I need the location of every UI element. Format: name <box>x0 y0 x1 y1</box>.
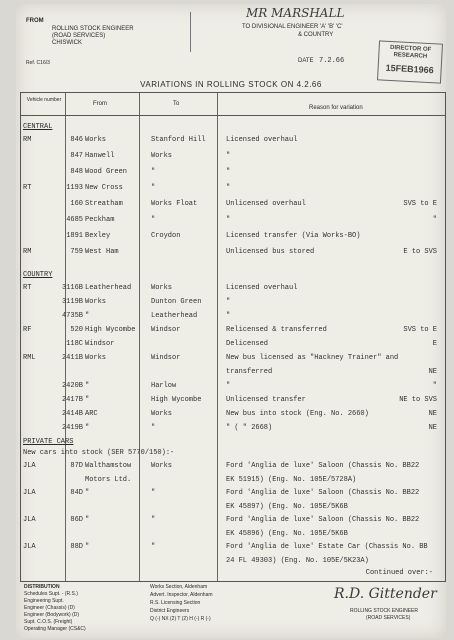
from-cell: Windsor <box>85 340 115 348</box>
reason-cell: 24 FL 49303) (Eng. No. 105E/5K23A) <box>226 556 369 565</box>
transfer-cell: NE to SVS <box>399 396 437 404</box>
from-cell: " <box>85 396 90 404</box>
vehicle-number: 848 <box>70 168 83 176</box>
from-cell: " <box>85 489 90 497</box>
vehicle-number: 2414B <box>61 410 83 418</box>
from-cell: Streatham <box>85 200 123 208</box>
table-row <box>21 461 445 473</box>
received-stamp <box>377 40 443 83</box>
to-cell: " <box>151 184 156 192</box>
reason-cell: Ford 'Anglia de luxe' Saloon (Chassis No. BB22 <box>226 489 420 497</box>
transfer-cell: NE <box>428 424 437 432</box>
to-cell: Works Float <box>151 200 198 208</box>
from-cell: West Ham <box>85 248 119 256</box>
vehicle-number: 3119B <box>61 298 83 306</box>
distribution-entry: R.S. Licensing Section <box>150 600 201 606</box>
vehicle-number: 2411B <box>61 354 83 362</box>
col-vehicle-number: Vehicle number <box>26 97 62 103</box>
from-cell: " <box>85 516 90 524</box>
vehicle-number: 86D <box>70 516 83 524</box>
table-row <box>21 135 445 147</box>
vehicle-number: 847 <box>70 152 83 160</box>
to-cell: Dunton Green <box>151 298 202 306</box>
vehicle-number: 1193 <box>66 184 83 192</box>
to-cell: High Wycombe <box>151 396 202 404</box>
to-cell: Harlow <box>151 382 177 390</box>
from-line-3: CHISWICK <box>52 40 82 46</box>
vehicle-class: RML <box>23 354 36 362</box>
distribution-entry: Supt. C.O.S. (Freight) <box>24 619 73 625</box>
to-cell: Works <box>151 284 173 292</box>
distribution-entry: District Engineers <box>150 608 190 614</box>
from-cell: " <box>85 424 90 432</box>
signatory-line-2: (ROAD SERVICES) <box>366 615 411 621</box>
vehicle-number: 87D <box>70 462 83 470</box>
reason-cell: Licensed overhaul <box>226 284 298 292</box>
table-row <box>21 353 445 365</box>
from-cell: Motors Ltd. <box>85 475 132 484</box>
reason-cell: Unlicensed bus stored <box>226 248 315 256</box>
table-row <box>21 542 445 554</box>
distribution-column-1 <box>24 591 86 633</box>
to-cell: Windsor <box>151 326 181 334</box>
date-value: 7.2.66 <box>319 57 345 65</box>
table-row <box>21 367 445 379</box>
transfer-cell: " <box>432 382 437 390</box>
table-row <box>21 247 445 259</box>
handwritten-addressee: MR MARSHALL <box>246 6 345 20</box>
vehicle-number: 1891 <box>66 232 83 240</box>
to-cell: " <box>151 516 156 524</box>
to-cell: Croydon <box>151 232 181 240</box>
table-row <box>21 409 445 421</box>
vehicle-number: 759 <box>70 248 83 256</box>
distribution-entry: Works Section, Aldenham <box>150 584 208 590</box>
reason-cell: EK 45897) (Eng. No. 105E/5K6B <box>226 502 348 511</box>
signatory-line-1: ROLLING STOCK ENGINEER <box>350 608 418 614</box>
reason-cell: Licensed overhaul <box>226 136 298 144</box>
distribution-entry: Engineer (Bodywork) (D) <box>24 612 80 618</box>
vehicle-class: RF <box>23 326 32 334</box>
distribution-entry: Engineering Supt. <box>24 598 64 604</box>
reason-cell: Ford 'Anglia de luxe' Saloon (Chassis No. BB22 <box>226 516 420 524</box>
vehicle-number: 88D <box>70 543 83 551</box>
distribution-entry: Schedules Supt. - (R.S.) <box>24 591 78 597</box>
transfer-cell: NE <box>428 410 437 418</box>
signature: R.D. Gittender <box>334 586 437 602</box>
from-cell: Works <box>85 136 107 144</box>
table-row <box>21 556 445 568</box>
table-row <box>21 339 445 351</box>
date-label: DATE <box>298 58 314 64</box>
reason-cell: Licensed transfer (Via Works-BO) <box>226 232 361 240</box>
reason-cell: Unlicensed overhaul <box>226 200 306 208</box>
vehicle-number: 118C <box>66 340 83 348</box>
section-central: CENTRAL <box>23 123 53 131</box>
to-line-1: TO DIVISIONAL ENGINEER 'A' 'B' 'C' <box>242 24 343 30</box>
stamp-date: 15FEB1966 <box>385 62 434 76</box>
from-cell: " <box>85 312 90 320</box>
from-line-1: ROLLING STOCK ENGINEER <box>52 26 134 32</box>
vehicle-class: RM <box>23 248 32 256</box>
reason-cell: Unlicensed transfer <box>226 396 306 404</box>
vehicle-class: JLA <box>23 516 36 524</box>
table-row <box>21 183 445 195</box>
from-block <box>20 12 191 52</box>
from-cell: Peckham <box>85 216 115 224</box>
distribution-entry: Engineer (Chassis) (D) <box>24 605 75 611</box>
from-cell: Works <box>85 298 107 306</box>
vehicle-number: 846 <box>70 136 83 144</box>
table-row <box>21 325 445 337</box>
reason-cell: " <box>226 184 231 192</box>
to-cell: Works <box>151 462 173 470</box>
transfer-cell: E <box>432 340 437 348</box>
vehicle-number: 2420B <box>61 382 83 390</box>
vehicle-number: 2419B <box>61 424 83 432</box>
reason-cell: Ford 'Anglia de luxe' Saloon (Chassis No. BB22 <box>226 462 420 470</box>
to-cell: Stanford Hill <box>151 136 206 144</box>
table-row <box>21 515 445 527</box>
reason-cell: New bus licensed as "Hackney Trainer" and <box>226 354 399 362</box>
table-row <box>21 475 445 487</box>
vehicle-class: JLA <box>23 543 36 551</box>
to-cell: " <box>151 543 156 551</box>
table-row <box>21 381 445 393</box>
to-cell: " <box>151 424 156 432</box>
vehicle-number: 520 <box>70 326 83 334</box>
document-title: VARIATIONS IN ROLLING STOCK ON 4.2.66 <box>140 80 322 89</box>
to-cell: Works <box>151 152 173 160</box>
reason-cell: " <box>226 312 231 320</box>
transfer-cell: E to SVS <box>403 248 437 256</box>
table-row <box>21 297 445 309</box>
transfer-cell: " <box>432 216 437 224</box>
col-from: From <box>93 101 107 107</box>
to-cell: " <box>151 168 156 176</box>
stamp-line-1: DIRECTOR OF <box>389 44 432 54</box>
from-cell: New Cross <box>85 184 123 192</box>
from-cell: Works <box>85 354 107 362</box>
from-cell: Walthamstow <box>85 462 132 470</box>
reason-cell: " <box>226 382 231 390</box>
section-private-cars: PRIVATE CARS <box>23 438 74 446</box>
to-cell: Windsor <box>151 354 181 362</box>
table-row <box>21 167 445 179</box>
distribution-label: DISTRIBUTION <box>24 584 60 590</box>
vehicle-class: RT <box>23 184 32 192</box>
private-intro: New cars into stock (SER 5770/150):- <box>23 449 175 457</box>
from-line-2: (ROAD SERVICES) <box>52 33 106 39</box>
from-cell: ARC <box>85 410 98 418</box>
distribution-entry: Advert. Inspector, Aldenham <box>150 592 213 598</box>
vehicle-number: 84D <box>70 489 83 497</box>
table-row <box>21 215 445 227</box>
table-row <box>21 395 445 407</box>
to-line-2: & COUNTRY <box>298 32 334 38</box>
distribution-entry: Operating Manager (CS&C) <box>24 626 86 632</box>
from-cell: Wood Green <box>85 168 128 176</box>
section-country: COUNTRY <box>23 271 53 279</box>
reason-cell: " <box>226 216 231 224</box>
col-reason: Reason for variation <box>309 105 363 111</box>
reference: Ref. C16/3 <box>26 60 50 66</box>
vehicle-class: RT <box>23 284 32 292</box>
from-cell: Leatherhead <box>85 284 132 292</box>
table-row <box>21 199 445 211</box>
vehicle-class: RM <box>23 136 32 144</box>
table-row <box>21 283 445 295</box>
from-cell: High Wycombe <box>85 326 136 334</box>
to-cell: Leatherhead <box>151 312 198 320</box>
from-cell: Bexley <box>85 232 111 240</box>
to-cell: " <box>151 216 156 224</box>
reason-cell: Ford 'Anglia de luxe' Estate Car (Chassis No. BB <box>226 543 428 551</box>
table-row <box>21 231 445 243</box>
vehicle-number: 2417B <box>61 396 83 404</box>
table-row <box>21 529 445 541</box>
distribution-entry: Q (-) NX (2) T (2) H (-) R (-) <box>150 616 211 622</box>
reason-cell: " <box>226 298 231 306</box>
table-row <box>21 502 445 514</box>
distribution-column-2 <box>150 584 213 624</box>
table-row <box>21 423 445 435</box>
document-page <box>16 4 446 638</box>
from-cell: " <box>85 382 90 390</box>
vehicle-number: 4685 <box>66 216 83 224</box>
transfer-cell: SVS to E <box>403 326 437 334</box>
reason-cell: Relicensed & transferred <box>226 326 327 334</box>
reason-cell: New bus into stock (Eng. No. 2660) <box>226 410 369 418</box>
vehicle-number: 3116B <box>61 284 83 292</box>
reason-cell: " <box>226 152 231 160</box>
variations-table <box>20 92 446 582</box>
from-label: FROM <box>26 18 44 24</box>
table-row <box>21 488 445 500</box>
transfer-cell: SVS to E <box>403 200 437 208</box>
table-row <box>21 311 445 323</box>
to-cell: " <box>151 489 156 497</box>
reason-cell: transferred <box>226 368 273 376</box>
from-cell: " <box>85 543 90 551</box>
reason-cell: EK 51915) (Eng. No. 105E/5728A) <box>226 475 357 484</box>
table-row <box>21 151 445 163</box>
reason-cell: EK 45896) (Eng. No. 105E/5K6B <box>226 529 348 538</box>
from-cell: Hanwell <box>85 152 115 160</box>
reason-cell: " <box>226 168 231 176</box>
vehicle-class: JLA <box>23 462 36 470</box>
stamp-line-2: RESEARCH <box>393 52 428 60</box>
vehicle-number: 160 <box>70 200 83 208</box>
to-cell: Works <box>151 410 173 418</box>
vehicle-class: JLA <box>23 489 36 497</box>
reason-cell: Delicensed <box>226 340 269 348</box>
transfer-cell: NE <box>428 368 437 376</box>
continued-note: Continued over:- <box>365 569 433 577</box>
col-to: To <box>173 101 180 107</box>
reason-cell: " ( " 2668) <box>226 424 273 432</box>
vehicle-number: 4735B <box>61 312 83 320</box>
